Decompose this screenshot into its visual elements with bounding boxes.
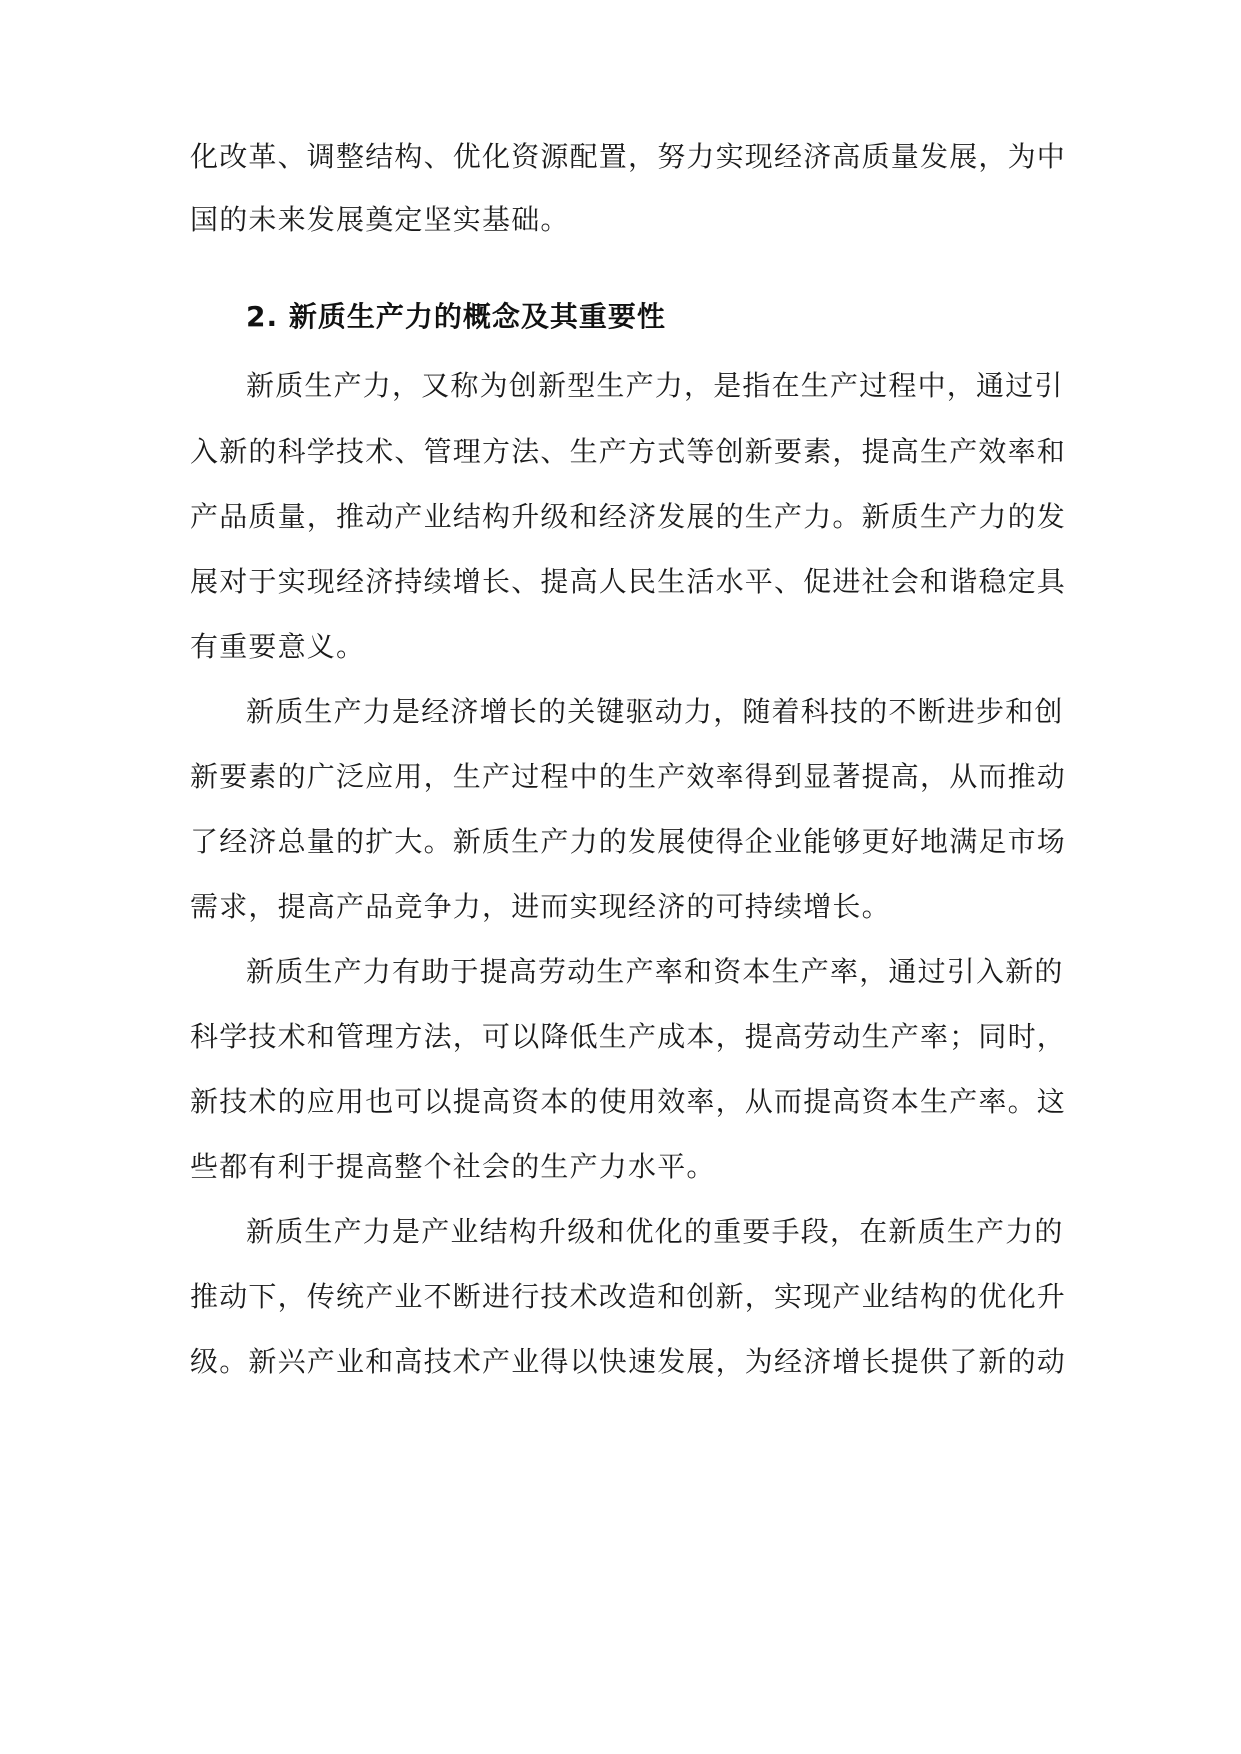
p3-line-1: 新质生产力有助于提高劳动生产率和资本生产率，通过引入新的	[246, 955, 1064, 988]
p1-line-3: 产品质量，推动产业结构升级和经济发展的生产力。新质生产力的发	[190, 500, 1067, 533]
p4-line-3: 级。新兴产业和高技术产业得以快速发展，为经济增长提供了新的动	[190, 1345, 1067, 1378]
p3-line-3: 新技术的应用也可以提高资本的使用效率，从而提高资本生产率。这	[190, 1085, 1067, 1118]
section-heading: 2. 新质生产力的概念及其重要性	[246, 300, 666, 333]
p1-line-4: 展对于实现经济持续增长、提高人民生活水平、促进社会和谐稳定具	[190, 565, 1067, 598]
p2-line-4: 需求，提高产品竞争力，进而实现经济的可持续增长。	[190, 890, 891, 923]
intro-line-2: 国的未来发展奠定坚实基础。	[190, 203, 570, 236]
p3-line-2: 科学技术和管理方法，可以降低生产成本，提高劳动生产率；同时，	[190, 1020, 1067, 1053]
p2-line-2: 新要素的广泛应用，生产过程中的生产效率得到显著提高，从而推动	[190, 760, 1067, 793]
p4-line-2: 推动下，传统产业不断进行技术改造和创新，实现产业结构的优化升	[190, 1280, 1067, 1313]
p3-line-4: 些都有利于提高整个社会的生产力水平。	[190, 1150, 716, 1183]
p2-line-1: 新质生产力是经济增长的关键驱动力，随着科技的不断进步和创	[246, 695, 1064, 728]
p1-line-1: 新质生产力，又称为创新型生产力，是指在生产过程中，通过引	[246, 369, 1064, 402]
p1-line-2: 入新的科学技术、管理方法、生产方式等创新要素，提高生产效率和	[190, 435, 1067, 468]
p2-line-3: 了经济总量的扩大。新质生产力的发展使得企业能够更好地满足市场	[190, 825, 1067, 858]
intro-line-1: 化改革、调整结构、优化资源配置，努力实现经济高质量发展，为中	[190, 140, 1067, 173]
p4-line-1: 新质生产力是产业结构升级和优化的重要手段，在新质生产力的	[246, 1215, 1064, 1248]
p1-line-5: 有重要意义。	[190, 630, 366, 663]
